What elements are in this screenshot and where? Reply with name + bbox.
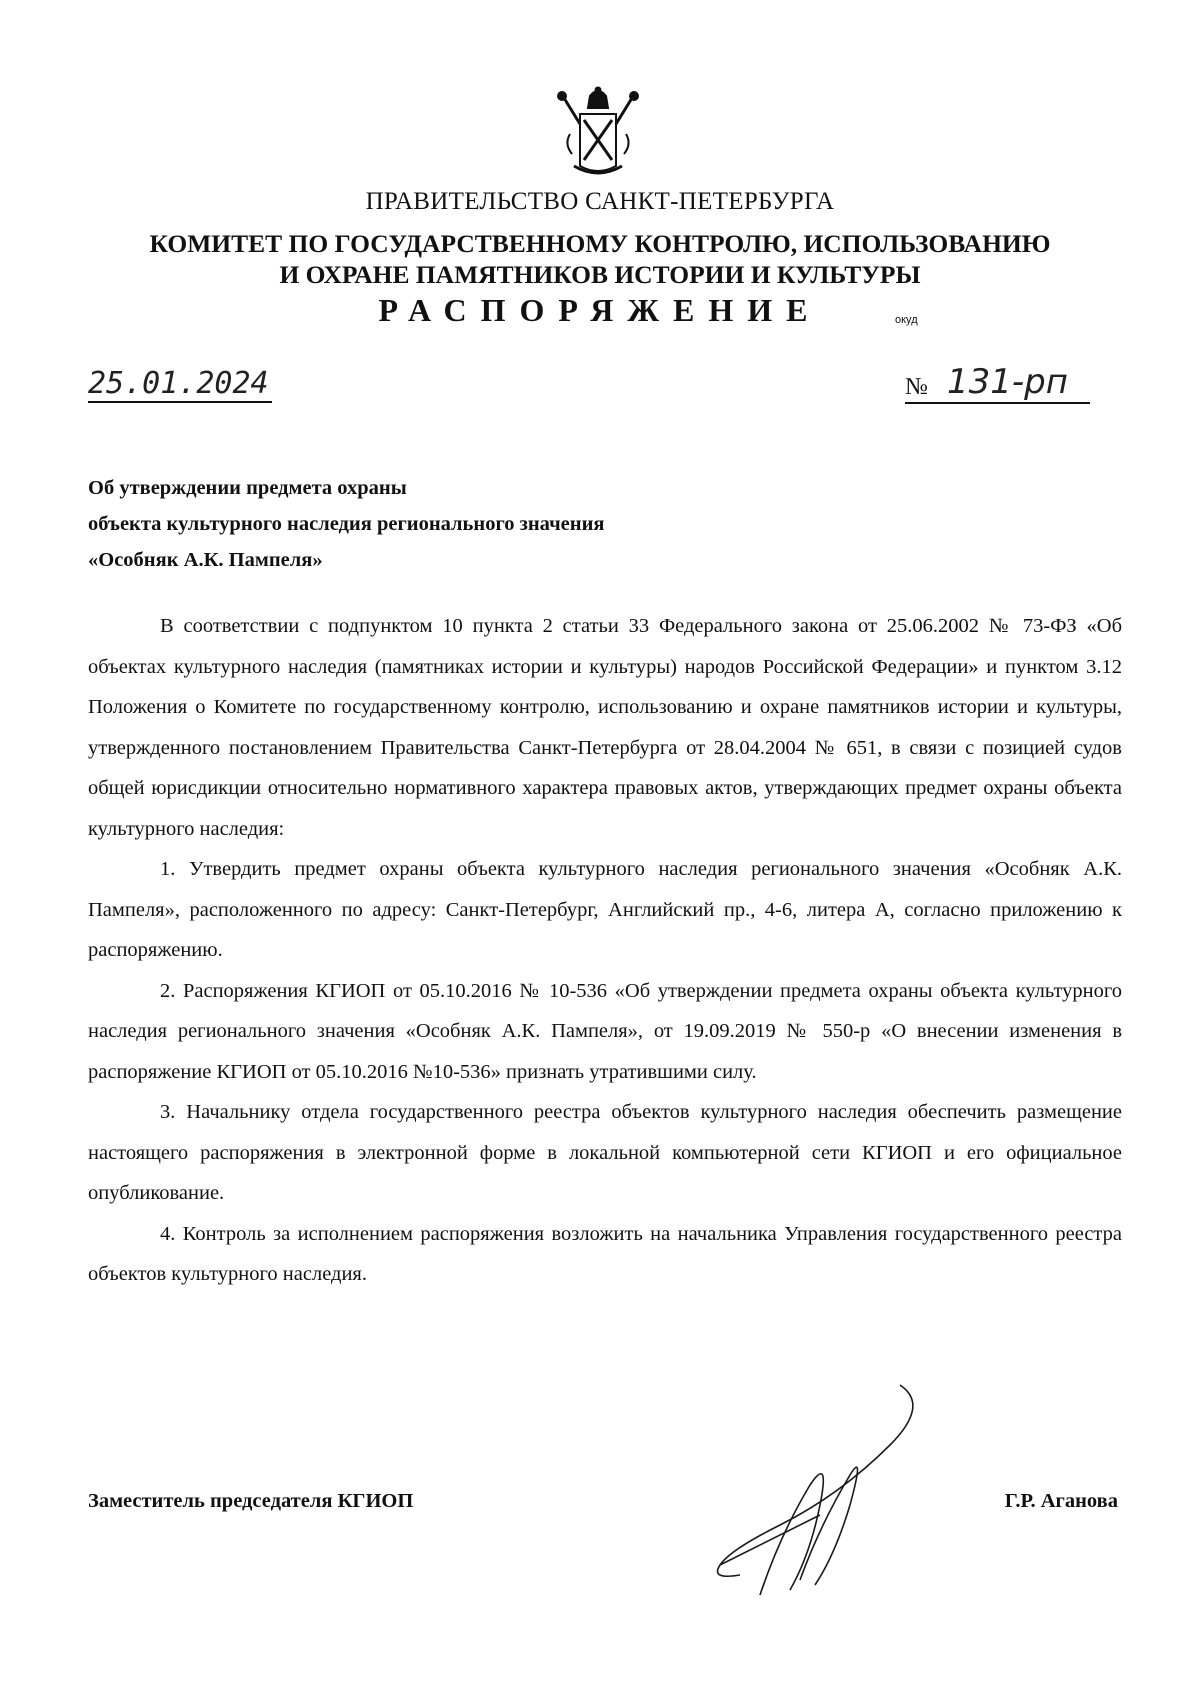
document-subject	[88, 470, 604, 578]
subject-line: Об утверждении предмета охраны	[88, 477, 407, 499]
document-number: 131-рп	[947, 362, 1068, 402]
subject-line: объекта культурного наследия регионального значения	[88, 513, 605, 535]
signer-position: Заместитель председателя КГИОП	[88, 1490, 414, 1512]
document-number-field	[905, 362, 1090, 404]
number-sign: №	[905, 374, 928, 400]
committee-name	[0, 228, 1200, 290]
committee-line-2: И ОХРАНЕ ПАМЯТНИКОВ ИСТОРИИ И КУЛЬТУРЫ	[279, 260, 921, 289]
committee-line-1: КОМИТЕТ ПО ГОСУДАРСТВЕННОМУ КОНТРОЛЮ, ИСПОЛЬЗОВАНИЮ	[149, 229, 1051, 258]
document-type-title: РАСПОРЯЖЕНИЕ	[378, 292, 822, 328]
preamble-paragraph: В соответствии с подпунктом 10 пункта 2 статьи 33 Федерального закона от 25.06.2002 № 73-ФЗ «Об объектах культурного наследия (памятниках истории и культуры) народов Российской Федерации» и пунктом 3.12 Положения о Комитете по государственному контролю, использованию и охране памятников истории и культуры, утвержденного постановлением Правительства Санкт-Петербурга от 28.04.2004 № 651, в связи с позицией судов общей юрисдикции относительно нормативного характера правовых актов, утверждающих предмет охраны объекта культурного наследия:	[88, 615, 1122, 840]
coat-of-arms-icon	[550, 84, 646, 180]
signer-name: Г.Р. Аганова	[1004, 1490, 1118, 1512]
document-body	[88, 606, 1122, 1295]
clause-3: 3. Начальнику отдела государственного реестра объектов культурного наследия обеспечить размещение настоящего распоряжения в электронной форме в локальной компьютерной сети КГИОП и его официальное опубликование.	[88, 1101, 1122, 1204]
clause-2: 2. Распоряжения КГИОП от 05.10.2016 № 10-536 «Об утверждении предмета охраны объекта культурного наследия регионального значения «Особняк А.К. Пампеля», от 19.09.2019 № 550-р «О внесении изменения в распоряжение КГИОП от 05.10.2016 №10-536» признать утратившими силу.	[88, 979, 1122, 1083]
clause-1: 1. Утвердить предмет охраны объекта культурного наследия регионального значения «Особняк А.К. Пампеля», расположенного по адресу: Санкт-Петербург, Английский пр., 4-6, литера А, согласно приложению к распоряжению.	[88, 858, 1122, 961]
okud-label: окуд	[895, 314, 918, 326]
document-date: 25.01.2024	[88, 366, 272, 403]
handwritten-signature	[700, 1375, 930, 1605]
clause-4: 4. Контроль за исполнением распоряжения возложить на начальника Управления государственного реестра объектов культурного наследия.	[88, 1222, 1122, 1285]
government-name: ПРАВИТЕЛЬСТВО САНКТ-ПЕТЕРБУРГА	[365, 188, 835, 215]
subject-line: «Особняк А.К. Пампеля»	[88, 549, 323, 571]
